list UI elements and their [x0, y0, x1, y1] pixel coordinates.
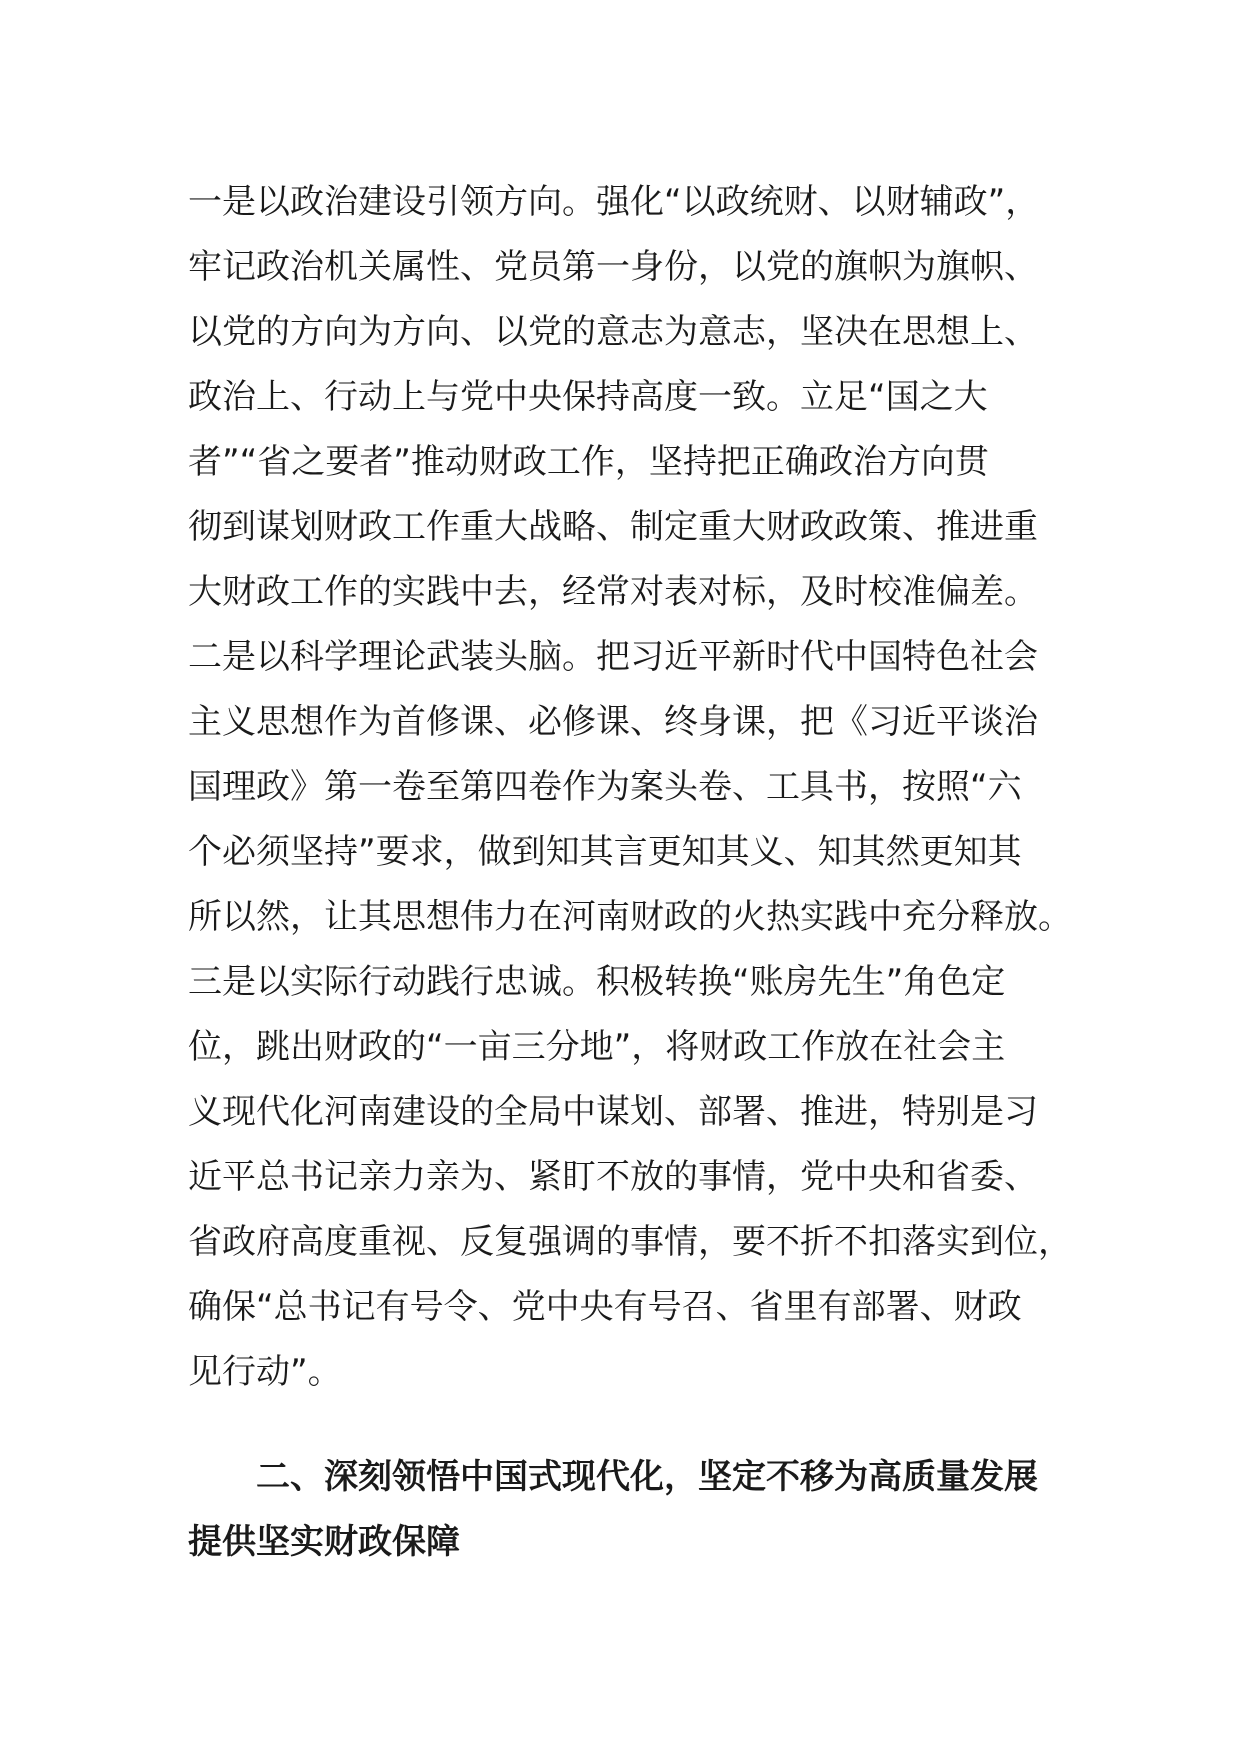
- text-line: 义现代化河南建设的全局中谋划、部署、推进，特别是习: [188, 1092, 1038, 1132]
- text-line: 省政府高度重视、反复强调的事情，要不折不扣落实到位，: [188, 1222, 1072, 1262]
- text-line: 一是以政治建设引领方向。强化“以政统财、以财辅政”，: [188, 182, 1040, 222]
- text-line: 以党的方向为方向、以党的意志为意志，坚决在思想上、: [188, 312, 1038, 352]
- text-line: 所以然，让其思想伟力在河南财政的火热实践中充分释放。: [188, 897, 1072, 937]
- section-heading: [188, 1445, 1068, 1575]
- text-line: 个必须坚持”要求，做到知其言更知其义、知其然更知其: [188, 832, 1022, 872]
- text-line: 三是以实际行动践行忠诚。积极转换“账房先生”角色定: [188, 962, 1006, 1002]
- body-paragraphs: [188, 170, 1072, 1405]
- text-line: 位，跳出财政的“一亩三分地”，将财政工作放在社会主: [188, 1027, 1006, 1067]
- text-line: 国理政》第一卷至第四卷作为案头卷、工具书，按照“六: [188, 767, 1022, 807]
- text-line: 大财政工作的实践中去，经常对表对标，及时校准偏差。: [188, 572, 1038, 612]
- text-line: 政治上、行动上与党中央保持高度一致。立足“国之大: [188, 377, 988, 417]
- text-line: 主义思想作为首修课、必修课、终身课，把《习近平谈治: [188, 702, 1038, 742]
- text-line: 二是以科学理论武装头脑。把习近平新时代中国特色社会: [188, 637, 1038, 677]
- text-line: 彻到谋划财政工作重大战略、制定重大财政政策、推进重: [188, 507, 1038, 547]
- heading-line: 二、深刻领悟中国式现代化，坚定不移为高质量发展: [256, 1457, 1038, 1497]
- text-line: 近平总书记亲力亲为、紧盯不放的事情，党中央和省委、: [188, 1157, 1038, 1197]
- text-line: 确保“总书记有号令、党中央有号召、省里有部署、财政: [188, 1287, 1022, 1327]
- text-line: 者”“省之要者”推动财政工作，坚持把正确政治方向贯: [188, 442, 989, 482]
- text-line: 见行动”。: [188, 1352, 342, 1392]
- heading-line: 提供坚实财政保障: [188, 1522, 460, 1562]
- text-line: 牢记政治机关属性、党员第一身份，以党的旗帜为旗帜、: [188, 247, 1038, 287]
